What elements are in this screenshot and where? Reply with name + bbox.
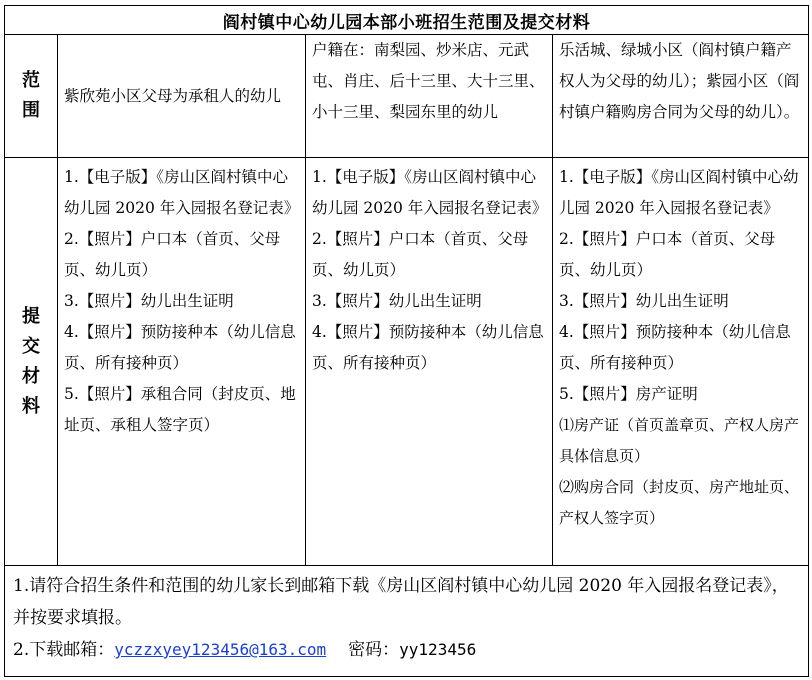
materials-col3: [553, 158, 809, 566]
list-item: 3.【照片】幼儿出生证明: [64, 292, 234, 310]
materials-col2: [306, 158, 553, 566]
download-email-label: 2.下载邮箱：: [13, 640, 115, 660]
materials-header-char: 材: [22, 365, 40, 387]
notes-row: [5, 566, 809, 677]
materials-header: [5, 158, 58, 566]
password-label: 密码：: [348, 640, 400, 660]
materials-header-char: 交: [22, 335, 40, 357]
scope-col1: 紫欣苑小区父母为承租人的幼儿: [58, 35, 306, 158]
list-item: 2.【照片】户口本（首页、父母页、幼儿页）: [64, 230, 281, 279]
scope-header-char: 范: [22, 70, 40, 91]
email-link[interactable]: yczzxyey123456@163.com: [114, 640, 327, 659]
list-item: 4.【照片】预防接种本（幼儿信息页、所有接种页）: [559, 323, 791, 372]
list-item: 1.【电子版】《房山区阎村镇中心幼儿园 2020 年入园报名登记表》: [64, 168, 300, 217]
materials-header-char: 提: [22, 305, 40, 327]
list-item: 2.【照片】户口本（首页、父母页、幼儿页）: [559, 230, 776, 279]
enrollment-table: [4, 5, 809, 677]
materials-header-char: 料: [22, 395, 40, 417]
list-subitem: ⑴房产证（首页盖章页、产权人房产具体信息页）: [559, 416, 800, 465]
list-item: 2.【照片】户口本（首页、父母页、幼儿页）: [312, 230, 529, 279]
notes: [5, 566, 809, 677]
table-title: 阎村镇中心幼儿园本部小班招生范围及提交材料: [5, 6, 809, 35]
scope-col3: 乐活城、绿城小区（阎村镇户籍产权人为父母的幼儿）；紫园小区（阎村镇户籍购房合同为父母的幼儿）。: [553, 35, 809, 158]
materials-col1: [58, 158, 306, 566]
list-item: 1.【电子版】《房山区阎村镇中心幼儿园 2020 年入园报名登记表》: [312, 168, 548, 217]
scope-col2: 户籍在：南梨园、炒米店、元武屯、肖庄、后十三里、大十三里、小十三里、梨园东里的幼儿: [306, 35, 553, 158]
list-item: 5.【照片】房产证明: [559, 385, 698, 403]
list-item: 3.【照片】幼儿出生证明: [559, 292, 729, 310]
materials-row: [5, 158, 809, 566]
title-row: [5, 6, 809, 35]
password-value: yy123456: [399, 640, 477, 659]
scope-header: [5, 35, 58, 158]
note-line-1: 1.请符合招生条件和范围的幼儿家长到邮箱下载《房山区阎村镇中心幼儿园 2020 年入园报名登记表》，并按要求填报。: [13, 576, 789, 628]
list-item: 1.【电子版】《房山区阎村镇中心幼儿园 2020 年入园报名登记表》: [559, 168, 799, 217]
list-item: 5.【照片】承租合同（封皮页、地址页、承租人签字页）: [64, 385, 296, 434]
list-subitem: ⑵购房合同（封皮页、房产地址页、产权人签字页）: [559, 478, 800, 527]
scope-row: [5, 35, 809, 158]
scope-header-char: 围: [22, 100, 40, 121]
list-item: 4.【照片】预防接种本（幼儿信息页、所有接种页）: [312, 323, 544, 372]
list-item: 3.【照片】幼儿出生证明: [312, 292, 482, 310]
note-line-2: [13, 634, 800, 666]
list-item: 4.【照片】预防接种本（幼儿信息页、所有接种页）: [64, 323, 296, 372]
